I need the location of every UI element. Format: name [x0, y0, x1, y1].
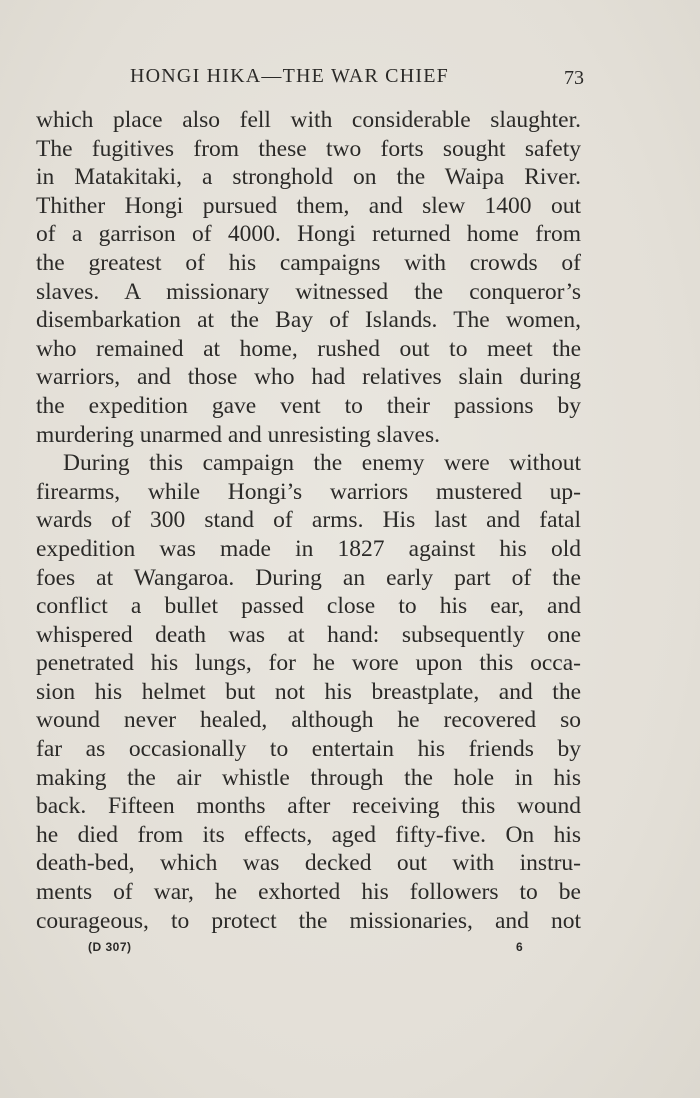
- sheet-number: 6: [516, 940, 523, 954]
- text-line: disembarkation at the Bay of Islands. The women,: [36, 307, 581, 334]
- text-line: he died from its effects, aged fifty-five. On his: [36, 821, 581, 848]
- text-line: expedition was made in 1827 against his old: [36, 535, 581, 562]
- text-line: which place also fell with considerable slaughter.: [36, 107, 581, 133]
- text-line: penetrated his lungs, for he wore upon this occa-: [36, 650, 581, 677]
- paragraph-first-line: During this campaign the enemy were without: [63, 450, 581, 477]
- body-text: [36, 106, 581, 935]
- text-line: courageous, to protect the missionaries, and not: [36, 907, 581, 934]
- text-line: The fugitives from these two forts sought safety: [36, 135, 581, 162]
- text-line: whispered death was at hand: subsequently one: [36, 621, 581, 648]
- running-head: HONGI HIKA—THE WAR CHIEF: [130, 65, 449, 87]
- text-line: warriors, and those who had relatives slain during: [36, 364, 581, 391]
- text-line: the expedition gave vent to their passions by: [36, 392, 581, 419]
- paragraph-last-line: murdering unarmed and unresisting slaves.: [36, 421, 440, 448]
- text-line: far as occasionally to entertain his friends by: [36, 736, 581, 763]
- page-footer: [36, 937, 584, 957]
- text-line: conflict a bullet passed close to his ear, and: [36, 593, 581, 620]
- text-line: wards of 300 stand of arms. His last and fatal: [36, 507, 581, 534]
- text-line: back. Fifteen months after receiving this wound: [36, 793, 581, 820]
- printer-signature: (D 307): [88, 940, 132, 954]
- text-line: who remained at home, rushed out to meet the: [36, 335, 581, 362]
- text-line: slaves. A missionary witnessed the conqueror’s: [36, 278, 581, 305]
- text-line: sion his helmet but not his breastplate, and the: [36, 678, 581, 705]
- text-line: the greatest of his campaigns with crowds of: [36, 249, 581, 276]
- page-header: [36, 63, 584, 89]
- text-line: Thither Hongi pursued them, and slew 1400 out: [36, 192, 581, 219]
- text-line: wound never healed, although he recovered so: [36, 707, 581, 734]
- text-line: making the air whistle through the hole in his: [36, 764, 581, 791]
- text-line: of a garrison of 4000. Hongi returned home from: [36, 221, 581, 248]
- text-line: in Matakitaki, a stronghold on the Waipa River.: [36, 164, 581, 191]
- page-number: 73: [564, 67, 584, 89]
- text-line: ments of war, he exhorted his followers to be: [36, 879, 581, 906]
- text-line: firearms, while Hongi’s warriors mustered up-: [36, 478, 581, 505]
- text-line: death-bed, which was decked out with instru-: [36, 850, 581, 877]
- text-line: foes at Wangaroa. During an early part of the: [36, 564, 581, 591]
